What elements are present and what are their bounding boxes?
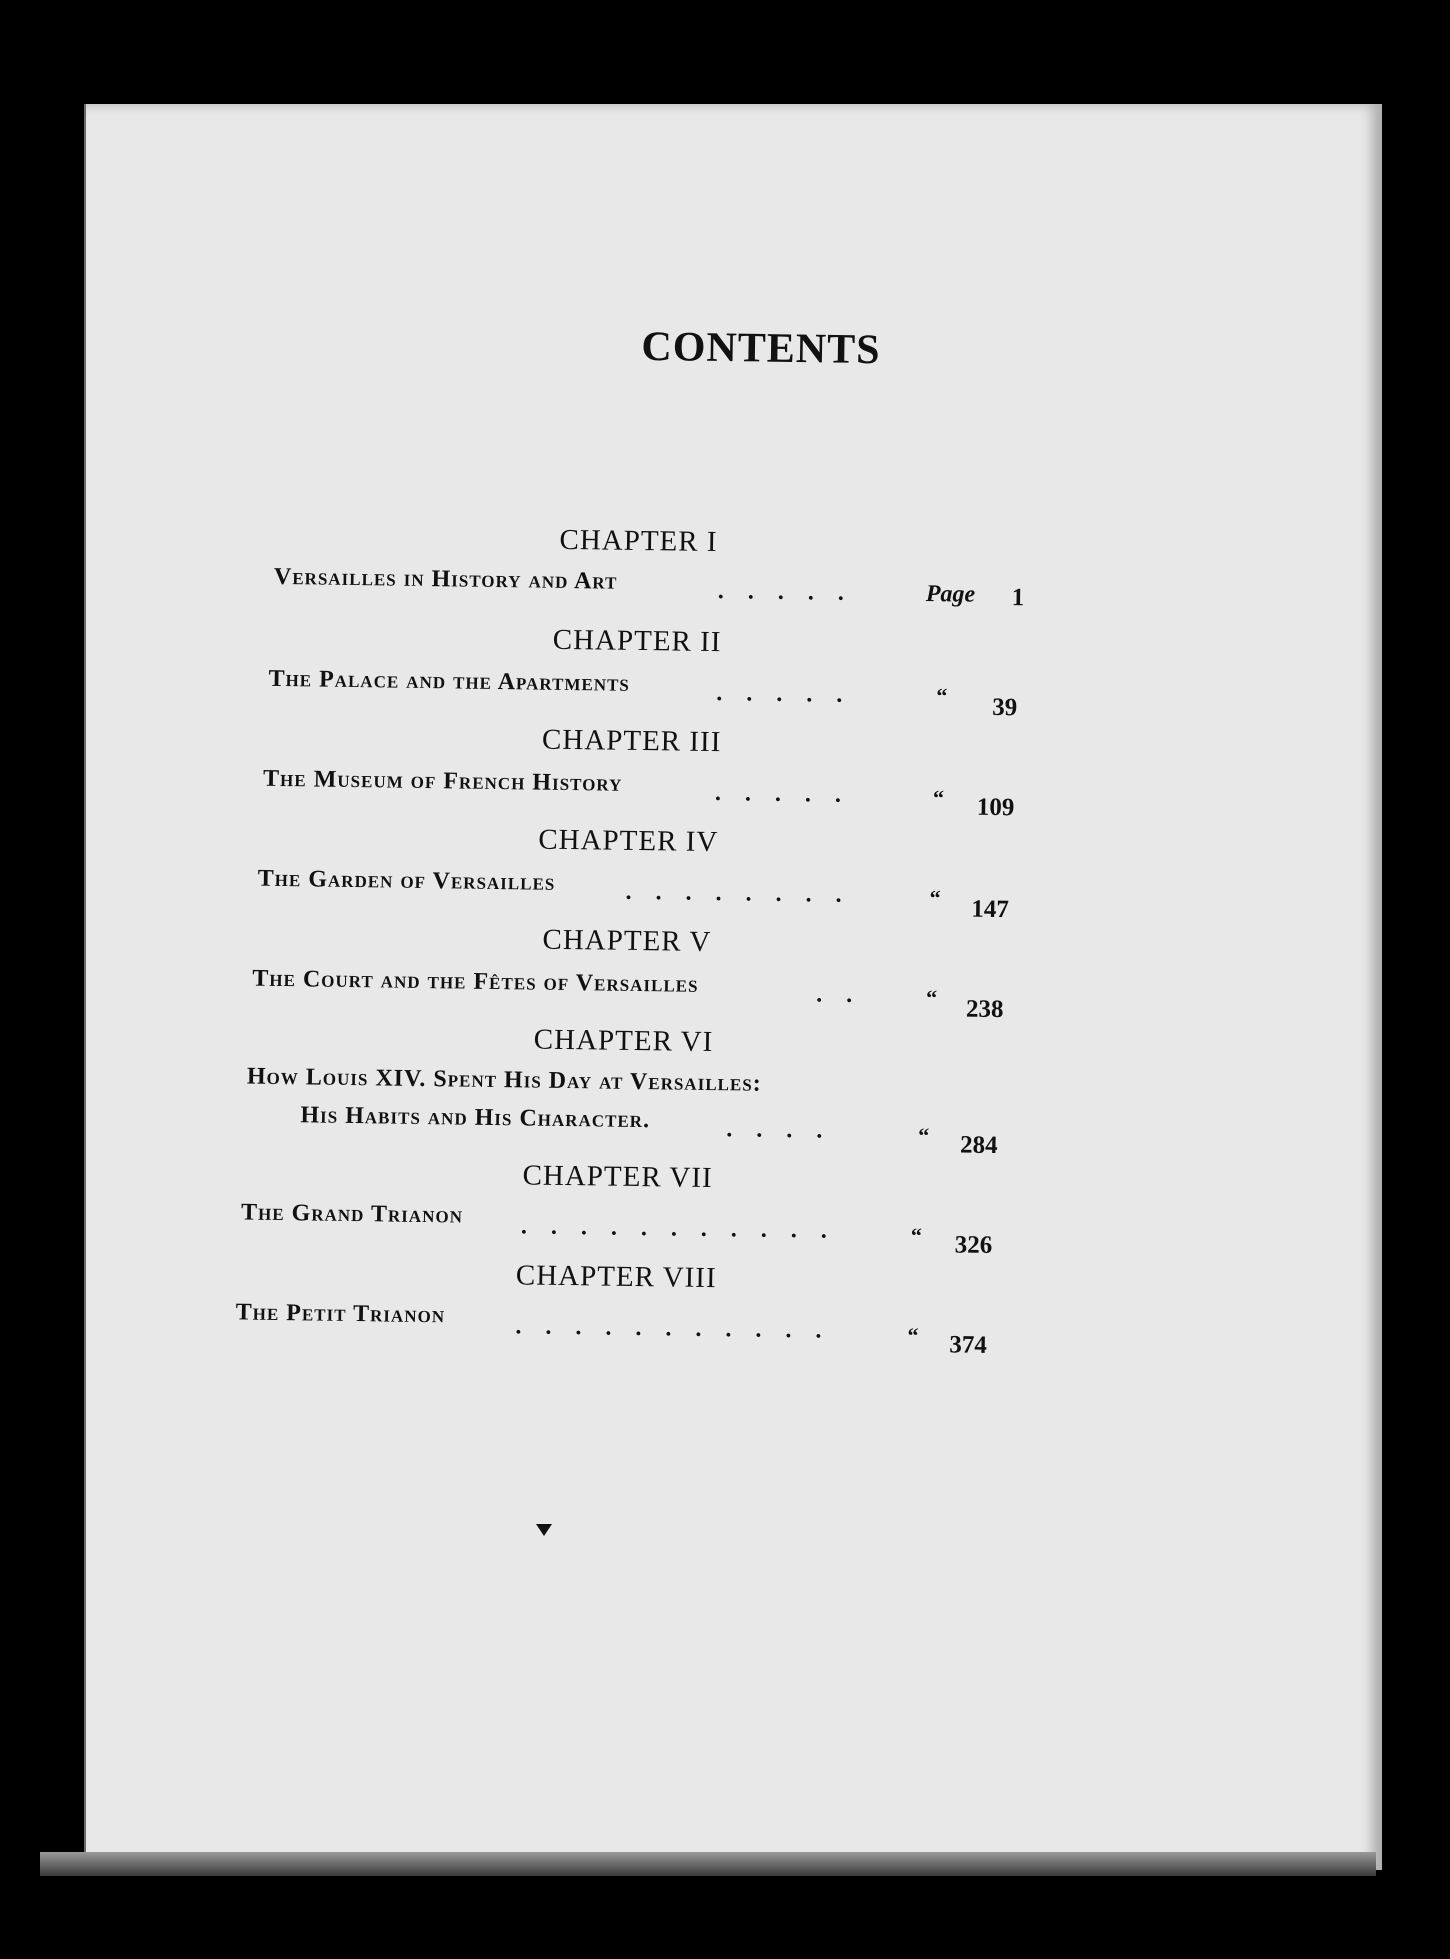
dot-leader: . . . . . [714,780,851,808]
chapter-label: CHAPTER VIII [515,1259,717,1295]
ditto-mark: “ [932,785,945,811]
chapter-label: CHAPTER VI [533,1023,714,1059]
page-number: 374 [949,1331,987,1359]
chapter-title-line2: His Habits and His Character. [300,1102,651,1134]
dot-leader: . . . . [726,1116,832,1144]
dot-leader: . . [816,981,862,1009]
contents-heading: CONTENTS [641,323,881,374]
chapter-label: CHAPTER III [541,723,722,759]
chapter-title: The Court and the Fêtes of Versailles [252,965,699,998]
ditto-mark: “ [907,1322,919,1348]
dot-leader: . . . . . . . . . . . [515,1313,831,1344]
chapter-title: The Grand Trianon [240,1199,464,1229]
page-number: 147 [971,895,1010,924]
page-label: Page [925,580,976,608]
chapter-title: The Petit Trianon [235,1299,446,1329]
page-number: 284 [959,1131,998,1160]
page-number: 238 [965,995,1004,1024]
ditto-mark: “ [929,885,941,911]
ditto-mark: “ [925,985,938,1011]
page-number: 326 [954,1231,993,1259]
chapter-title: The Garden of Versailles [257,865,556,896]
printer-mark-triangle [536,1524,552,1536]
dot-leader: . . . . . [716,680,852,708]
dot-leader: . . . . . [717,578,853,606]
dot-leader: . . . . . . . . [625,878,851,908]
chapter-label: CHAPTER I [559,523,718,559]
page-number: 39 [992,693,1018,722]
chapter-title: The Museum of French History [262,765,623,797]
page-number: 1 [1011,584,1025,612]
page-number: 109 [976,793,1015,822]
ditto-mark: “ [918,1122,930,1149]
chapter-title: Versailles in History and Art [273,563,618,595]
dot-leader: . . . . . . . . . . . [520,1213,837,1244]
chapter-label: CHAPTER VII [522,1159,713,1195]
ditto-mark: “ [936,683,948,709]
chapter-title: How Louis XIV. Spent His Day at Versailles: [246,1063,762,1097]
chapter-label: CHAPTER IV [538,823,719,859]
chapter-title: The Palace and the Apartments [268,665,631,697]
chapter-label: CHAPTER V [542,923,712,959]
chapter-label: CHAPTER II [552,623,722,659]
ditto-mark: “ [910,1222,923,1248]
